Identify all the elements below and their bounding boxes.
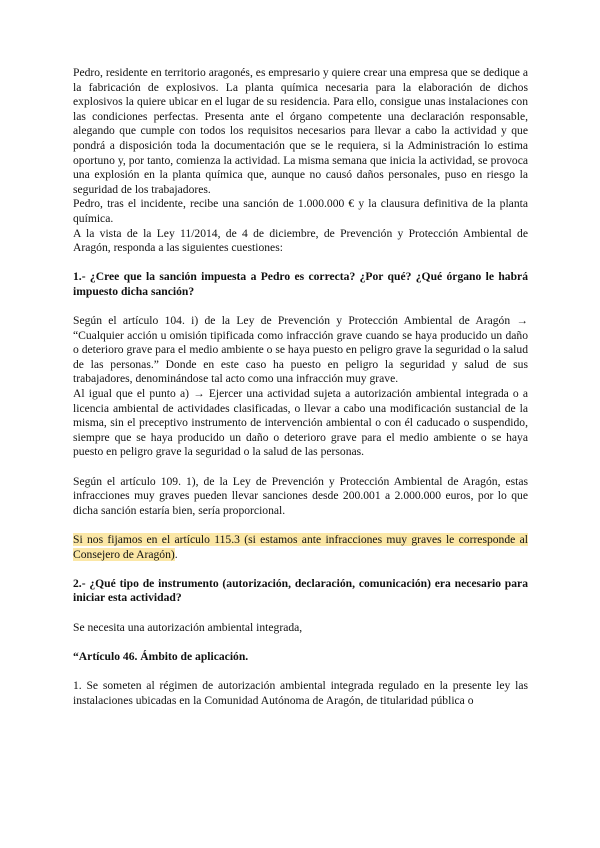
intro-paragraph-1: Pedro, residente en territorio aragonés, es empresario y quiere crear una empresa que se dedique a la fabricación de explosivos. La planta química necesaria para la elaboración de dichos explosivos la quiere ubicar en el lugar de su residencia. Para ello, consigue unas instalaciones con las condiciones perfectas. Presenta ante el órgano competente una declaración responsable, alegando que cumple con todos los requisitos necesarios para llevar a cabo la actividad y que pondrá a disposición toda la documentación que se le requiera, si la Administración lo estima oportuno y, por tanto, comienza la actividad. La misma semana que inicia la actividad, se provoca una explosión en la planta química que, aunque no causó daños personales, puso en riesgo la seguridad de los trabajadores. xyxy=(73,66,528,196)
q1-paragraph-4-tail: . xyxy=(174,547,178,561)
q2-paragraph-2: 1. Se someten al régimen de autorización ambiental integrada regulado en la presente ley las instalaciones ubicadas en la Comunidad Autónoma de Aragón, de titularidad pública o xyxy=(73,678,528,707)
intro-paragraph-3: A la vista de la Ley 11/2014, de 4 de diciembre, de Prevención y Protección Ambiental de Aragón, responda a las siguientes cuestiones: xyxy=(73,226,528,255)
intro-paragraph-2: Pedro, tras el incidente, recibe una sanción de 1.000.000 € y la clausura definitiva de la planta química. xyxy=(73,197,528,225)
q1-paragraph-1: Según el artículo 104. i) de la Ley de Prevención y Protección Ambiental de Aragón → “Cualquier acción u omisión tipificada como infracción grave cuando se haya producido un daño o deterioro grave para el medio ambiente o se haya puesto en peligro grave la seguridad o la salud de las personas.” Donde en este caso ha puesto en peligro la seguridad y salud de sus trabajadores, denominándose tal acto como una infracción muy grave. xyxy=(73,314,528,386)
question-1-heading: 1.- ¿Cree que la sanción impuesta a Pedro es correcta? ¿Por qué? ¿Qué órgano le habrá impuesto dicha sanción? xyxy=(73,270,528,298)
article-46-title: “Artículo 46. Ámbito de aplicación. xyxy=(73,649,249,663)
q1-paragraph-2: Al igual que el punto a) → Ejercer una actividad sujeta a autorización ambiental integrada o a licencia ambiental de actividades clasificadas, o llevar a cabo una modificación sustancial de la misma, sin el preceptivo instrumento de intervención ambiental o con él caducado o suspendido, siempre que se haya producido un daño o deterioro grave para el medio ambiente o se haya puesto en peligro grave la seguridad o la salud de las personas. xyxy=(73,387,528,459)
highlighted-text: Si nos fijamos en el artículo 115.3 (si estamos ante infracciones muy graves le corresponde al Consejero de Aragón) xyxy=(73,533,528,561)
q1-paragraph-3: Según el artículo 109. 1), de la Ley de Prevención y Protección Ambiental de Aragón, estas infracciones muy graves pueden llevar sanciones desde 200.001 a 2.000.000 euros, por lo que dicha sanción estaría bien, sería proporcional. xyxy=(73,474,528,517)
question-2-heading: 2.- ¿Qué tipo de instrumento (autorización, declaración, comunicación) era necesario para iniciar esta actividad? xyxy=(73,576,528,605)
q1-paragraph-4 xyxy=(73,533,528,562)
q2-paragraph-1: Se necesita una autorización ambiental integrada, xyxy=(73,620,303,634)
document-page xyxy=(73,66,528,708)
